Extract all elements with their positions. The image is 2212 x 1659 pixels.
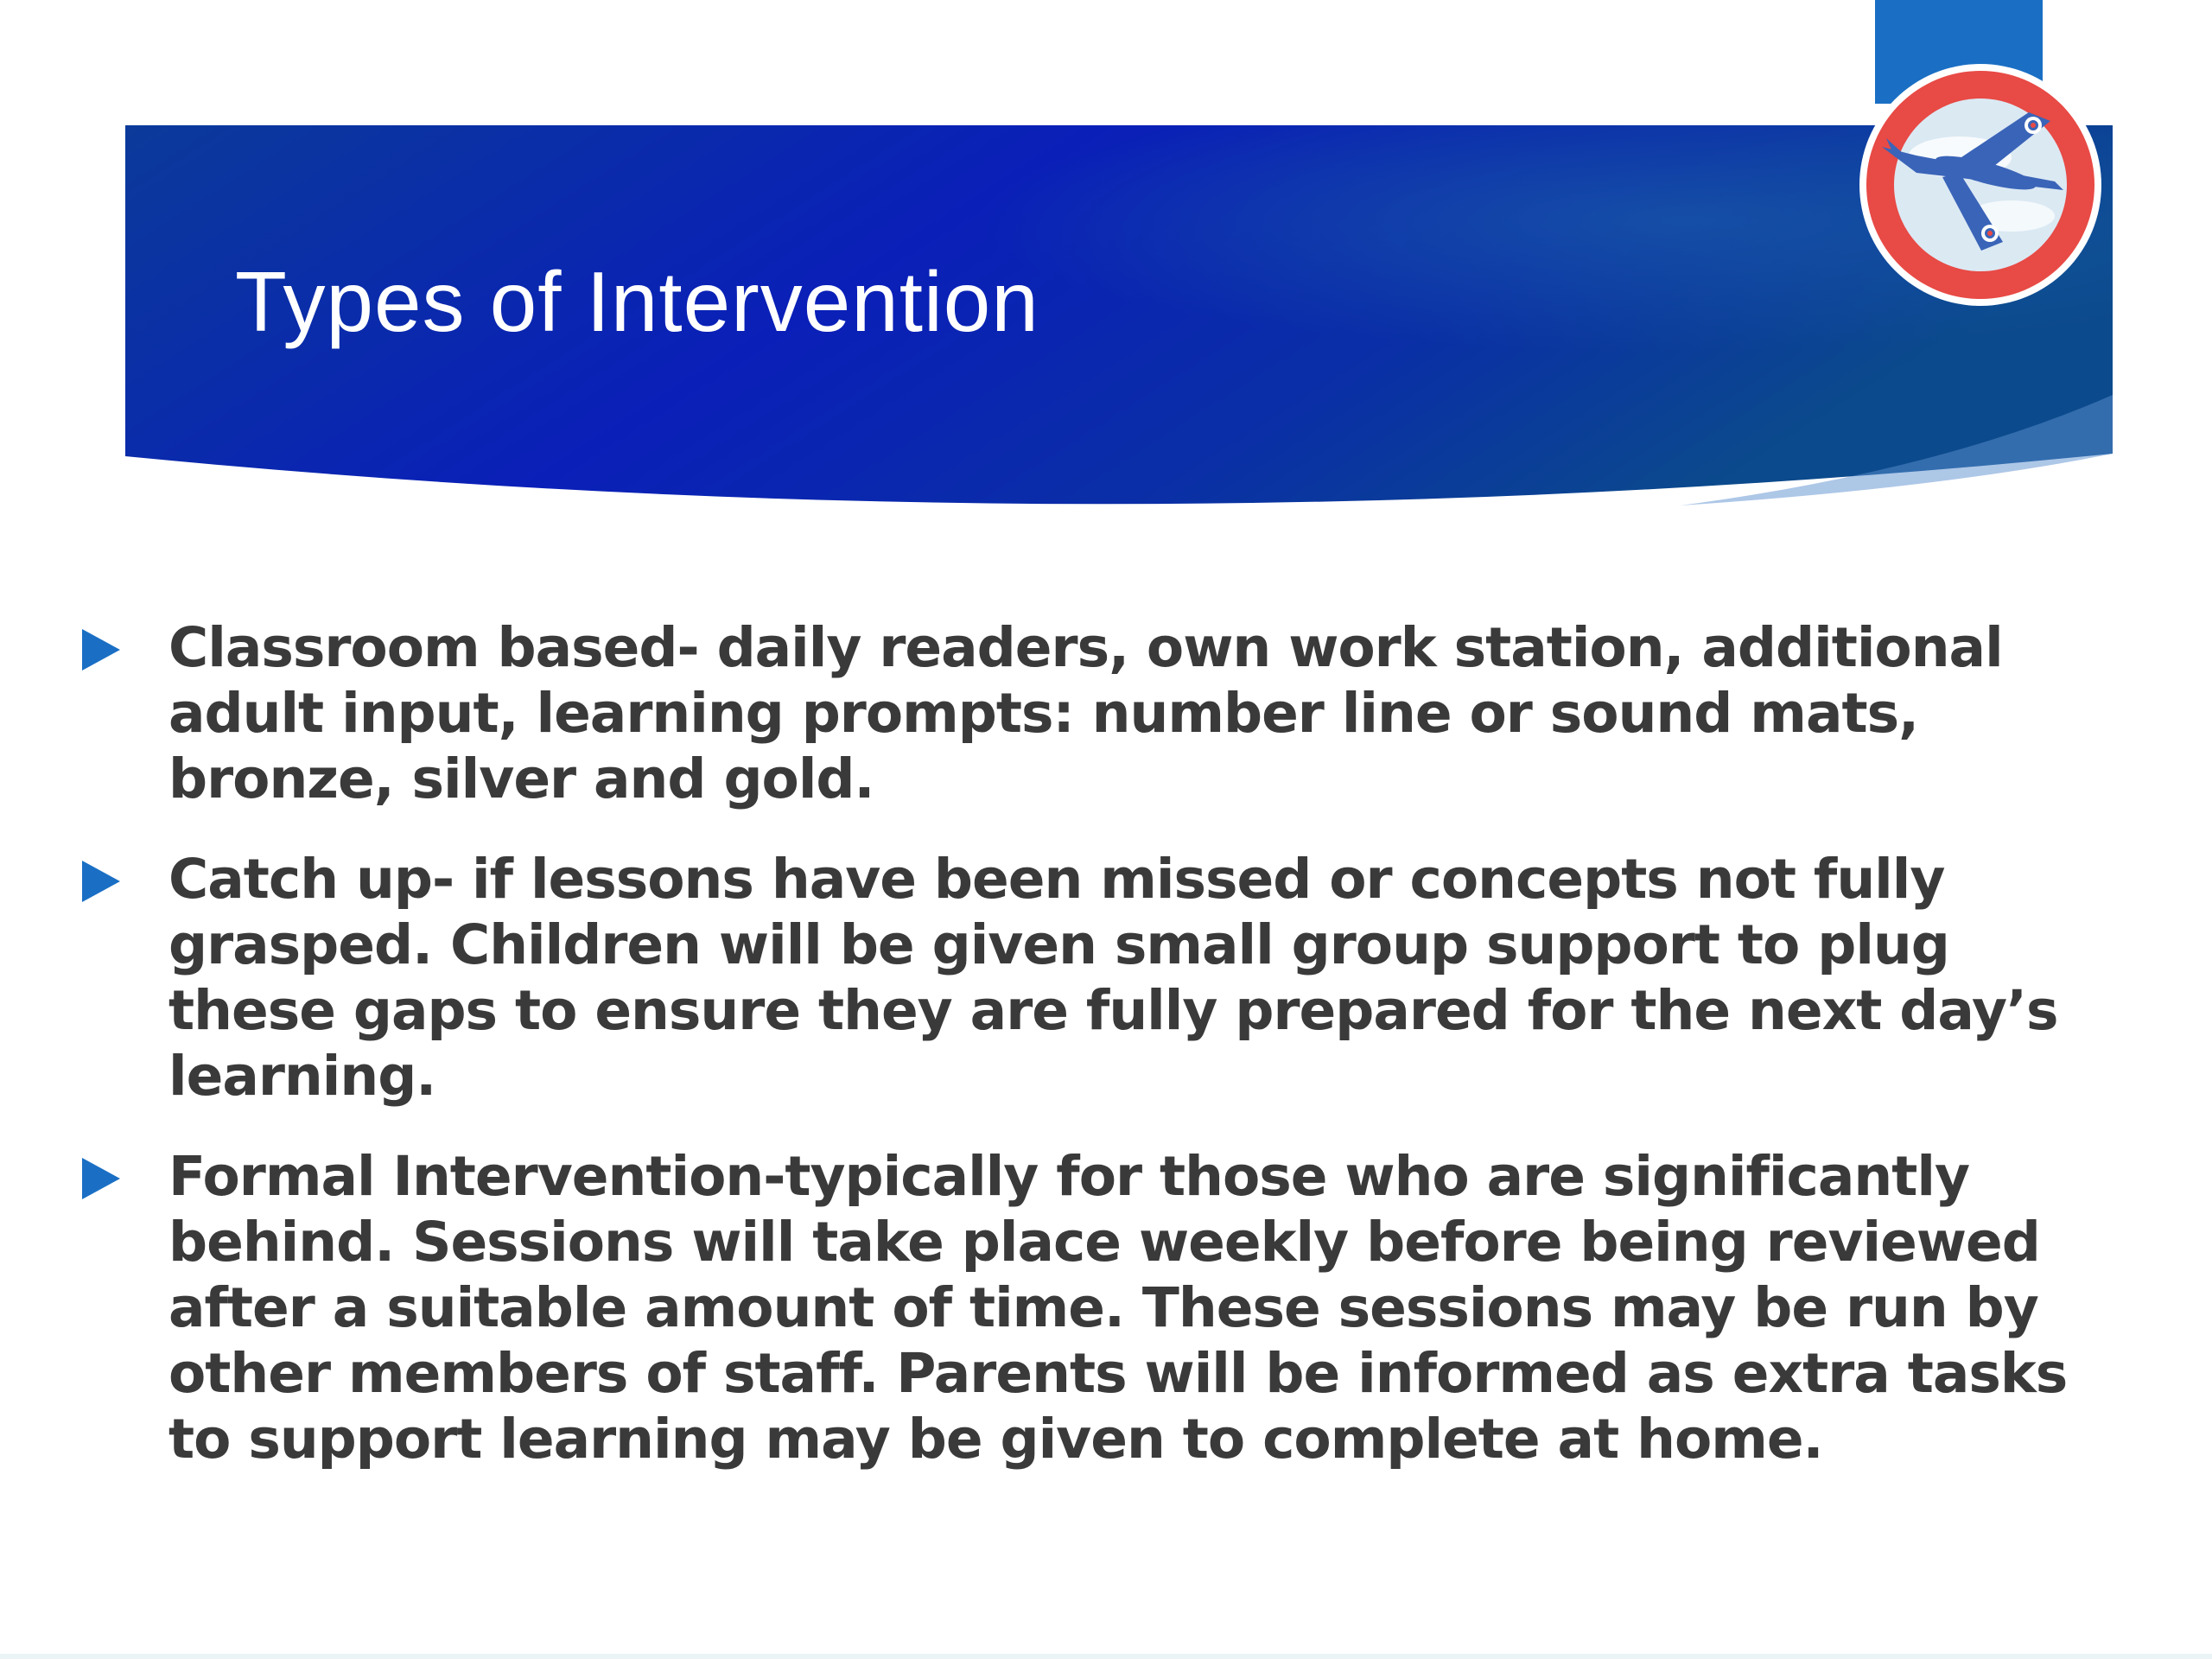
school-logo bbox=[1856, 60, 2105, 309]
bullet-text: Classroom based- daily readers, own work station, additional adult input, learning prompts: number line or sound mats, bronze, silver and gold. bbox=[168, 616, 2003, 810]
bullet-text: Catch up- if lessons have been missed or concepts not fully grasped. Children will be given small group support to plug these gaps to ensure they are fully prepared for the next day’s learning. bbox=[168, 848, 2058, 1108]
triangle-bullet-icon bbox=[82, 1158, 120, 1199]
slide-title: Types of Intervention bbox=[235, 254, 1039, 349]
spitfire-plane-icon bbox=[1856, 60, 2105, 309]
bullet-list bbox=[82, 615, 2121, 1507]
list-item bbox=[82, 1144, 2121, 1472]
list-item bbox=[82, 847, 2121, 1109]
bullet-text: Formal Intervention-typically for those who are significantly behind. Sessions will take place weekly before being reviewed after a suitable amount of time. These sessions may be run by other members of staff. Parents will be informed as extra tasks to support learning may be given to complete at home. bbox=[168, 1145, 2068, 1471]
triangle-bullet-icon bbox=[82, 629, 120, 671]
footer-divider bbox=[0, 1654, 2212, 1659]
triangle-bullet-icon bbox=[82, 861, 120, 902]
list-item bbox=[82, 615, 2121, 812]
